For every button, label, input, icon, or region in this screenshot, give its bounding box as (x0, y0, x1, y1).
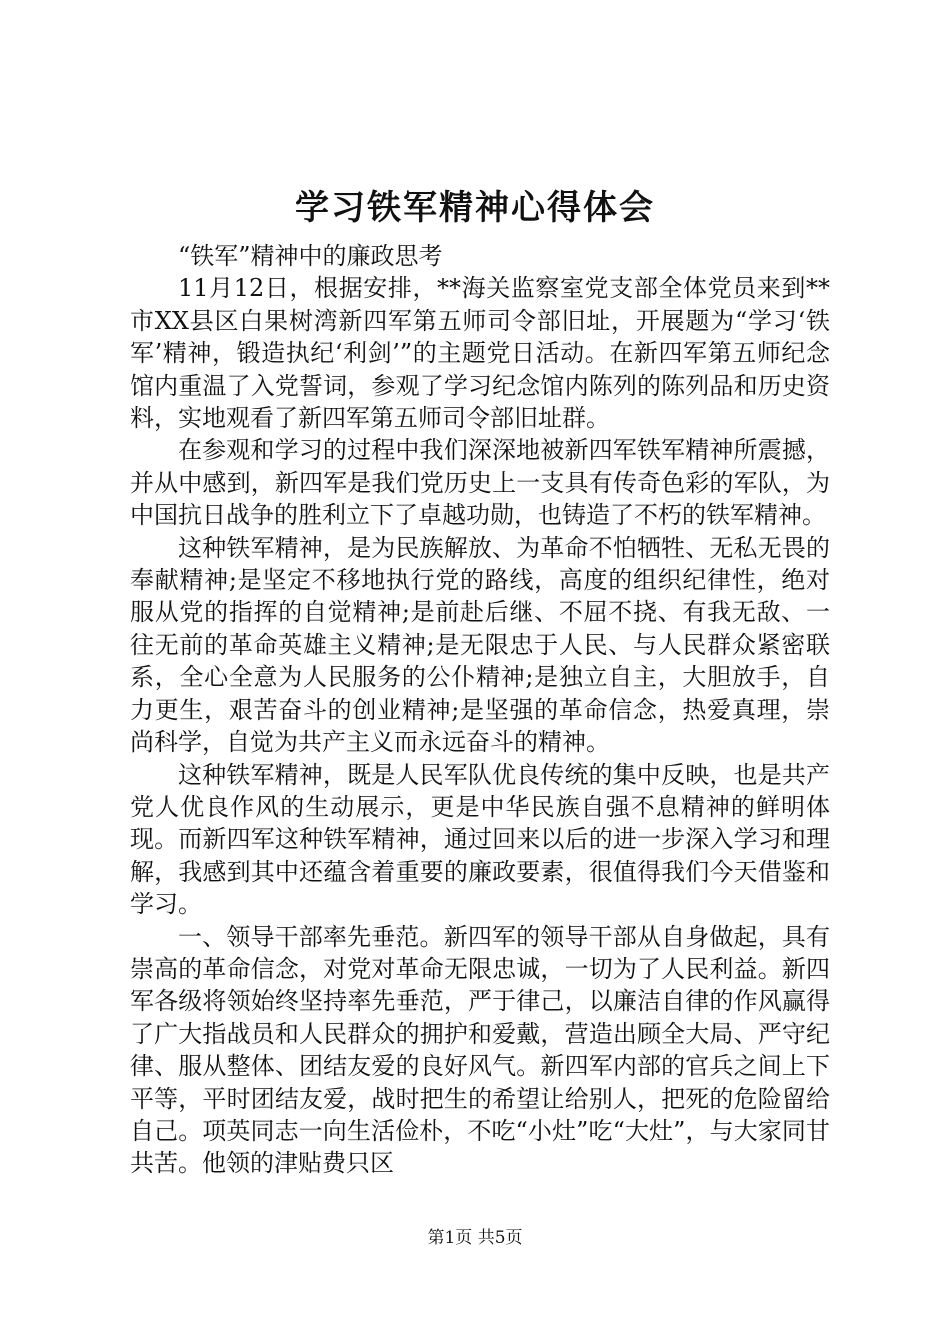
document-body (130, 240, 830, 1180)
paragraph-5: 一、领导干部率先垂范。新四军的领导干部从自身做起，具有崇高的革命信念，对党对革命无限忠诚，一切为了人民利益。新四军各级将领始终坚持率先垂范，严于律己，以廉洁自律的作风赢得了广大指战员和人民群众的拥护和爱戴，营造出顾全大局、严守纪律、服从整体、团结友爱的良好风气。新四军内部的官兵之间上下平等，平时团结友爱，战时把生的希望让给别人，把死的危险留给自己。项英同志一向生活俭朴，不吃“小灶”吃“大灶”，与大家同甘共苦。他领的津贴费只区 (130, 922, 830, 1178)
document-subtitle: “铁军”精神中的廉政思考 (178, 242, 443, 270)
paragraph-4: 这种铁军精神，既是人民军队优良传统的集中反映，也是共产党人优良作风的生动展示，更是中华民族自强不息精神的鲜明体现。而新四军这种铁军精神，通过回来以后的进一步深入学习和理解，我感到其中还蕴含着重要的廉政要素，很值得我们今天借鉴和学习。 (130, 760, 830, 919)
page-footer: 第1页 共5页 (427, 1228, 523, 1248)
paragraph-2: 在参观和学习的过程中我们深深地被新四军铁军精神所震撼，并从中感到，新四军是我们党历史上一支具有传奇色彩的军队，为中国抗日战争的胜利立下了卓越功勋，也铸造了不朽的铁军精神。 (130, 436, 830, 530)
paragraph-1: 11月12日，根据安排，**海关监察室党支部全体党员来到**市XX县区白果树湾新四军第五师司令部旧址，开展题为“学习‘铁军’精神，锻造执纪‘利剑’”的主题党日活动。在新四军第五师纪念馆内重温了入党誓词，参观了学习纪念馆内陈列的陈列品和历史资料，实地观看了新四军第五师司令部旧址群。 (130, 274, 830, 433)
document-title: 学习铁军精神心得体会 (295, 188, 655, 228)
paragraph-3: 这种铁军精神，是为民族解放、为革命不怕牺牲、无私无畏的奉献精神;是坚定不移地执行党的路线，高度的组织纪律性，绝对服从党的指挥的自觉精神;是前赴后继、不屈不挠、有我无敌、一往无前的革命英雄主义精神;是无限忠于人民、与人民群众紧密联系，全心全意为人民服务的公仆精神;是独立自主，大胆放手，自力更生，艰苦奋斗的创业精神;是坚强的革命信念，热爱真理，崇尚科学，自觉为共产主义而永远奋斗的精神。 (130, 533, 830, 757)
